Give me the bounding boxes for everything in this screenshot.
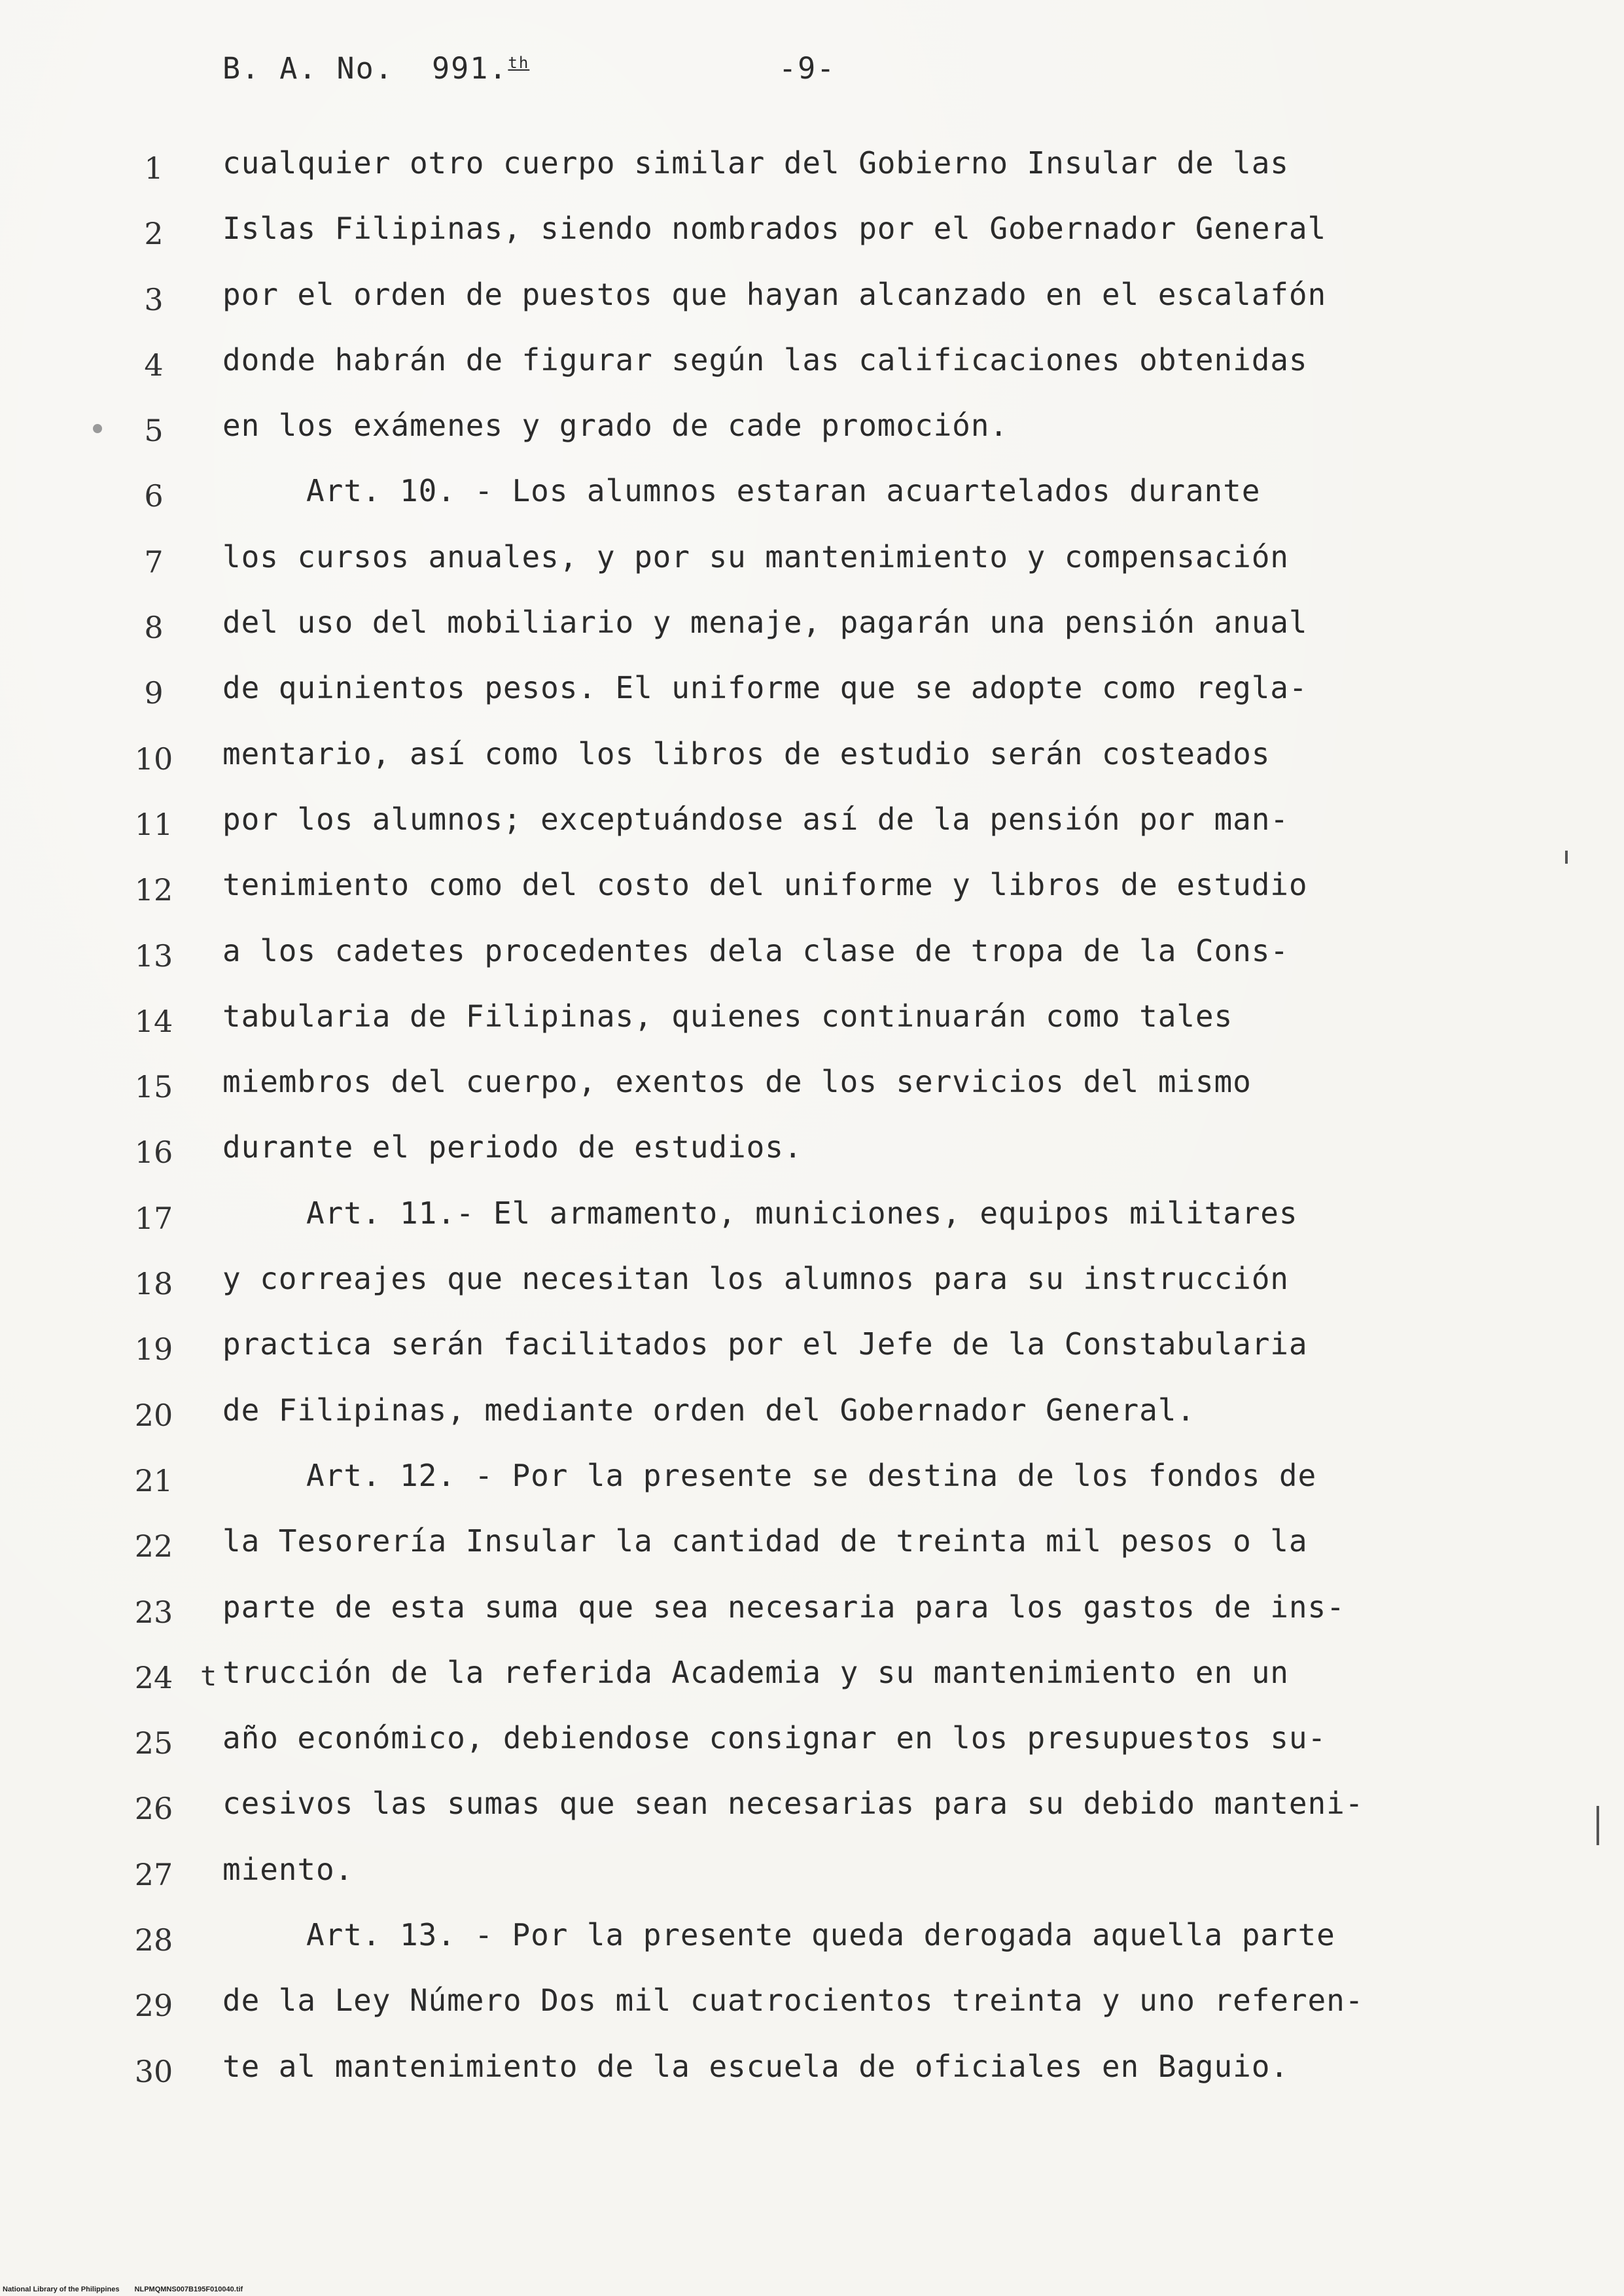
line-number: 2 (144, 216, 164, 252)
document-body (0, 145, 1624, 2114)
document-line (0, 933, 1624, 998)
line-number: 24 (134, 1659, 173, 1695)
line-number: 11 (134, 806, 173, 842)
line-number: 13 (134, 938, 173, 974)
document-line (0, 1064, 1624, 1129)
line-text: parte de esta suma que sea necesaria para los gastos de ins- (222, 1589, 1345, 1625)
line-text: de Filipinas, mediante orden del Gobernador General. (222, 1392, 1195, 1428)
document-line (0, 473, 1624, 539)
page-number: -9- (779, 51, 836, 86)
margin-dot (93, 424, 102, 433)
line-text: miembros del cuerpo, exentos de los servicios del mismo (222, 1064, 1252, 1100)
document-line (0, 736, 1624, 802)
line-text: Art. 12. - Por la presente se destina de los fondos de (306, 1457, 1317, 1493)
line-number: 18 (134, 1266, 173, 1302)
line-number: 22 (134, 1528, 173, 1564)
line-number: 21 (134, 1462, 173, 1498)
line-text: de la Ley Número Dos mil cuatrocientos treinta y uno referen- (222, 1983, 1364, 2019)
document-line (0, 1195, 1624, 1261)
line-text: de quinientos pesos. El uniforme que se adopte como regla- (222, 670, 1308, 706)
page-header (222, 51, 836, 90)
line-number: 20 (134, 1397, 173, 1433)
line-text: la Tesorería Insular la cantidad de treinta mil pesos o la (222, 1523, 1308, 1559)
line-number: 3 (144, 281, 164, 317)
line-text: los cursos anuales, y por su mantenimiento y compensación (222, 539, 1289, 574)
line-text: donde habrán de figurar según las calificaciones obtenidas (222, 342, 1308, 378)
line-number: 28 (134, 1922, 173, 1958)
line-text: tabularia de Filipinas, quienes continuarán como tales (222, 998, 1233, 1034)
line-number: 12 (134, 872, 173, 908)
line-number: 29 (134, 1988, 173, 2024)
document-line (0, 1326, 1624, 1392)
line-text: por los alumnos; exceptuándose así de la pensión por man- (222, 801, 1289, 837)
document-line (0, 1852, 1624, 1917)
document-line (0, 1983, 1624, 2048)
line-text: Art. 13. - Por la presente queda derogada aquella parte (306, 1917, 1335, 1953)
line-text: mentario, así como los libros de estudio serán costeados (222, 735, 1271, 771)
line-text: a los cadetes procedentes dela clase de tropa de la Cons- (222, 932, 1289, 968)
line-number: 10 (134, 741, 173, 777)
line-text: y correajes que necesitan los alumnos para su instrucción (222, 1261, 1289, 1297)
line-text: tenimiento como del costo del uniforme y libros de estudio (222, 867, 1308, 903)
line-number: 1 (144, 150, 164, 186)
line-number: 7 (144, 544, 164, 580)
document-line (0, 342, 1624, 408)
line-text: en los exámenes y grado de cade promoción. (222, 408, 1008, 444)
line-text: cualquier otro cuerpo similar del Gobierno Insular de las (222, 145, 1289, 181)
line-text: Art. 11.- El armamento, municiones, equipos militares (306, 1195, 1298, 1231)
line-text: durante el periodo de estudios. (222, 1129, 803, 1165)
bill-label: B. A. No. (222, 51, 394, 86)
footer-library: National Library of the Philippines (3, 2286, 120, 2293)
line-text: te al mantenimiento de la escuela de oficiales en Baguio. (222, 2048, 1289, 2084)
document-line (0, 1129, 1624, 1195)
edge-mark (1597, 1806, 1599, 1845)
line-number: 26 (134, 1791, 173, 1827)
document-line (0, 1392, 1624, 1458)
document-line (0, 605, 1624, 670)
line-text: trucción de la referida Academia y su mantenimiento en un (222, 1654, 1289, 1690)
line-number: 30 (134, 2053, 173, 2089)
line-text: Art. 10. - Los alumnos estaran acuartelados durante (306, 473, 1261, 509)
line-text: año económico, debiendose consignar en los presupuestos su- (222, 1720, 1327, 1756)
edge-mark (1565, 851, 1568, 864)
margin-mark: t (200, 1659, 217, 1692)
document-line (0, 1786, 1624, 1851)
bill-reference (222, 51, 529, 86)
line-number: 8 (144, 610, 164, 646)
line-text: Islas Filipinas, siendo nombrados por el Gobernador General (222, 211, 1327, 247)
document-line (0, 1458, 1624, 1523)
document-line (0, 539, 1624, 605)
line-number: 16 (134, 1135, 173, 1171)
document-line (0, 1261, 1624, 1326)
line-number: 9 (144, 675, 164, 711)
line-number: 5 (144, 413, 164, 449)
document-line (0, 211, 1624, 276)
line-number: 14 (134, 1003, 173, 1039)
line-number: 6 (144, 478, 164, 514)
line-number: 19 (134, 1332, 173, 1368)
line-number: 17 (134, 1200, 173, 1236)
footer (3, 2286, 256, 2293)
document-line (0, 1589, 1624, 1655)
document-line (0, 1720, 1624, 1786)
line-text: miento. (222, 1851, 354, 1887)
line-text: cesivos las sumas que sean necesarias para su debido manteni- (222, 1786, 1364, 1822)
line-text: por el orden de puestos que hayan alcanzado en el escalafón (222, 276, 1327, 312)
document-line (0, 408, 1624, 473)
document-line (0, 1655, 1624, 1720)
document-line (0, 802, 1624, 867)
line-number: 25 (134, 1725, 173, 1761)
document-line (0, 2049, 1624, 2114)
line-number: 15 (134, 1069, 173, 1105)
document-line (0, 867, 1624, 932)
line-number: 27 (134, 1856, 173, 1892)
document-line (0, 998, 1624, 1064)
document-line (0, 145, 1624, 211)
document-line (0, 1917, 1624, 1983)
line-number: 4 (144, 347, 164, 383)
bill-number: 991. (432, 51, 508, 86)
document-line (0, 277, 1624, 342)
bill-suffix: th (508, 54, 530, 72)
line-text: practica serán facilitados por el Jefe de la Constabularia (222, 1326, 1308, 1362)
document-line (0, 1523, 1624, 1589)
line-text: del uso del mobiliario y menaje, pagarán una pensión anual (222, 605, 1308, 641)
line-number: 23 (134, 1594, 173, 1630)
footer-file-id: NLPMQMNS007B195F010040.tif (134, 2286, 243, 2293)
document-line (0, 670, 1624, 735)
